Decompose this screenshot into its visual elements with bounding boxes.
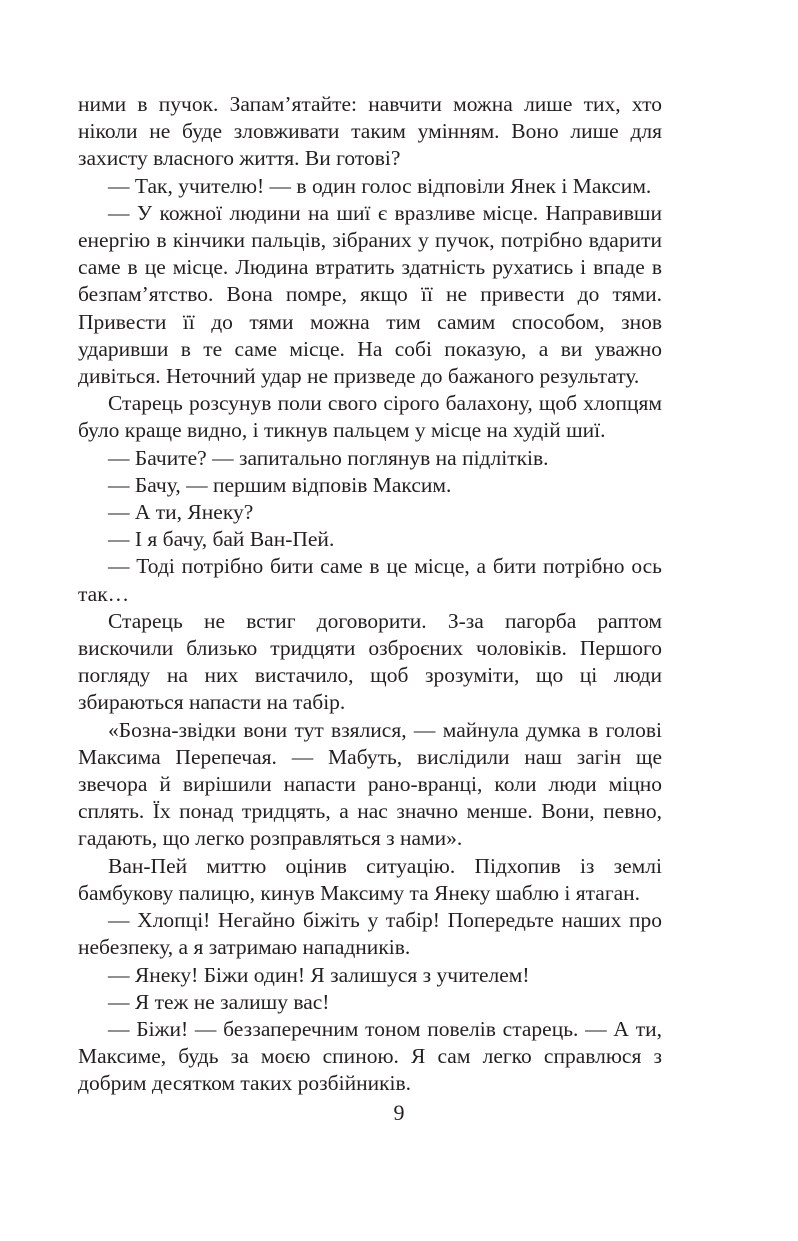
- paragraph-continued: ними в пучок. Запам’ятайте: навчити можна лише тих, хто ніколи не буде зловживати таким умінням. Воно лише для захисту власного життя. Ви готові?: [78, 92, 662, 171]
- paragraph-dialogue: — Біжи! — беззаперечним тоном повелів старець. — А ти, Максиме, будь за моєю спиною. Я сам легко справлюся з добрим десятком таких розбійників.: [78, 1016, 662, 1096]
- paragraph-dialogue: — Я теж не залишу вас!: [108, 989, 330, 1014]
- body-text: [78, 91, 662, 1098]
- paragraph-thought: «Бозна-звідки вони тут взялися, — майнула думка в голові Максима Перепечая. — Мабуть, вислідили наш загін ще звечора й вирішили напасти рано-вранці, коли люди міцно сплять. Їх понад тридцять, а нас значно менше. Вони, певно, гадають, що легко розправляться з нами».: [78, 717, 662, 851]
- paragraph-dialogue: — А ти, Янеку?: [108, 500, 254, 525]
- page-number: 9: [393, 1100, 405, 1125]
- paragraph-dialogue: — Бачу, — першим відповів Максим.: [108, 472, 452, 497]
- paragraph-dialogue: — Так, учителю! — в один голос відповіли Янек і Максим.: [108, 173, 652, 198]
- paragraph: Старець не встиг договорити. З-за пагорба раптом вискочили близько тридцяти озброєних чоловіків. Першого погляду на них вистачило, щоб зрозуміти, що ці люди збираються напасти на табір.: [78, 608, 662, 715]
- paragraph-dialogue: — Хлопці! Негайно біжіть у табір! Попередьте наших про небезпеку, а я затримаю нападників.: [78, 908, 662, 960]
- paragraph-dialogue: — У кожної людини на шиї є вразливе місце. Направивши енергію в кінчики пальців, зібраних у пучок, потрібно вдарити саме в це місце. Людина втратить здатність рухатись і впаде в безпам’ятство. Вона помре, якщо її не привести до тями. Привести її до тями можна тим самим способом, знов ударивши в те саме місце. На собі показую, а ви уважно дивіться. Неточний удар не призведе до бажаного результату.: [78, 200, 662, 389]
- paragraph-dialogue: — І я бачу, бай Ван-Пей.: [108, 527, 335, 552]
- paragraph-dialogue: — Янеку! Біжи один! Я залишуся з учителем!: [108, 962, 530, 987]
- paragraph-dialogue: — Тоді потрібно бити саме в це місце, а бити потрібно ось так…: [78, 554, 662, 606]
- paragraph-dialogue: — Бачите? — запитально поглянув на підлітків.: [108, 445, 549, 470]
- paragraph: Старець розсунув поли свого сірого балахону, щоб хлопцям було краще видно, і тикнув пальцем у місце на худій шиї.: [78, 391, 662, 443]
- paragraph: Ван-Пей миттю оцінив ситуацію. Підхопив із землі бамбукову палицю, кинув Максиму та Янеку шаблю і ятаган.: [78, 853, 662, 905]
